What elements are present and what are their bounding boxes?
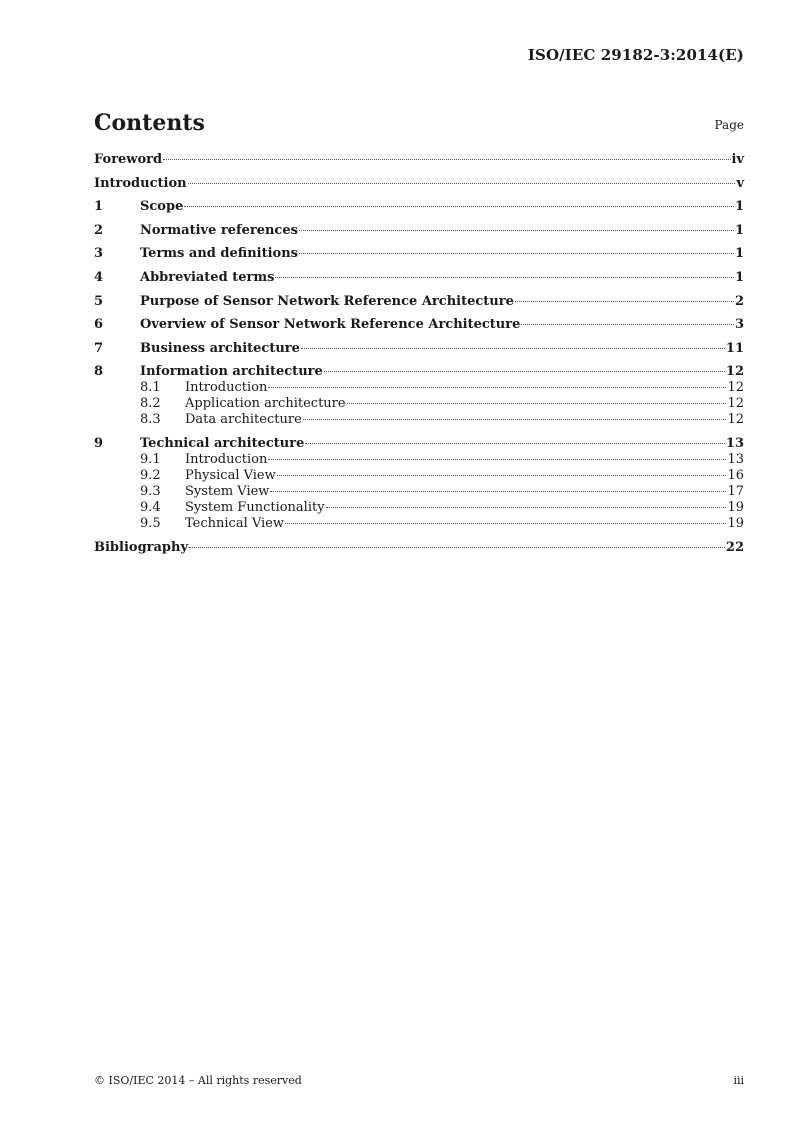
dot-leader (299, 230, 734, 231)
dot-leader (184, 206, 734, 207)
toc-entry-title[interactable]: Technical architecture (140, 435, 305, 451)
toc-subentry[interactable] (94, 468, 744, 484)
toc-entry-number: 5 (94, 293, 104, 309)
toc-subentry[interactable] (94, 396, 744, 412)
toc-entry-number: 1 (94, 199, 104, 215)
toc-entry-title[interactable]: System View (185, 483, 270, 499)
toc-subentry[interactable] (94, 484, 744, 500)
toc-entry-number: 9.1 (140, 451, 161, 467)
table-of-contents (94, 152, 744, 556)
toc-entry-title[interactable]: Information architecture (140, 364, 323, 380)
toc-entry[interactable] (94, 246, 744, 262)
dot-leader (163, 159, 730, 160)
toc-entry-number: 9.3 (140, 483, 161, 499)
dot-leader (305, 443, 725, 444)
toc-entry-title[interactable]: Foreword (94, 152, 163, 167)
toc-entry-number: 8.1 (140, 380, 161, 396)
toc-entry-title[interactable]: Purpose of Sensor Network Reference Architecture (140, 293, 514, 309)
toc-entry-page: 12 (727, 396, 744, 412)
dot-leader (515, 301, 734, 302)
dot-leader (299, 253, 734, 254)
toc-entry-page: 16 (727, 467, 744, 483)
footer-copyright: © ISO/IEC 2014 – All rights reserved (94, 1074, 302, 1087)
toc-entry-page: 12 (725, 364, 744, 380)
toc-entry-title[interactable]: Data architecture (185, 412, 302, 428)
toc-entry[interactable] (94, 152, 744, 168)
toc-entry[interactable] (94, 341, 744, 357)
page-column-label: Page (714, 118, 744, 132)
toc-subentry[interactable] (94, 412, 744, 428)
toc-entry-title[interactable]: Bibliography (94, 539, 189, 555)
toc-entry-page: 1 (734, 246, 744, 262)
dot-leader (275, 277, 734, 278)
toc-entry-page: 12 (727, 412, 744, 428)
toc-entry-title[interactable]: System Functionality (185, 499, 325, 515)
toc-entry-page: 2 (734, 293, 744, 309)
toc-entry-title[interactable]: Overview of Sensor Network Reference Architecture (140, 317, 521, 333)
dot-leader (326, 507, 727, 508)
dot-leader (188, 183, 736, 184)
toc-entry[interactable] (94, 364, 744, 380)
toc-entry-page: 13 (725, 435, 744, 451)
contents-heading: Contents (94, 110, 205, 136)
toc-entry-title[interactable]: Normative references (140, 222, 298, 238)
toc-entry[interactable] (94, 270, 744, 286)
toc-entry-page: 11 (725, 340, 744, 356)
dot-leader (347, 403, 727, 404)
toc-entry-page: v (736, 175, 744, 191)
toc-entry-number: 4 (94, 269, 104, 285)
toc-subentry[interactable] (94, 516, 744, 532)
toc-entry-number: 9 (94, 435, 104, 451)
toc-entry[interactable] (94, 223, 744, 239)
dot-leader (521, 324, 734, 325)
dot-leader (270, 491, 726, 492)
toc-entry-page: 3 (734, 317, 744, 333)
dot-leader (277, 475, 727, 476)
toc-entry-title[interactable]: Terms and definitions (140, 246, 298, 262)
toc-entry-title[interactable]: Application architecture (185, 396, 346, 412)
toc-entry-title[interactable]: Introduction (185, 451, 268, 467)
toc-entry-title[interactable]: Scope (140, 199, 184, 215)
toc-entry-number: 9.4 (140, 499, 161, 515)
dot-leader (324, 371, 725, 372)
toc-entry-page: 1 (734, 199, 744, 215)
toc-subentry[interactable] (94, 500, 744, 516)
toc-subentry[interactable] (94, 452, 744, 468)
toc-entry-page: 12 (727, 380, 744, 396)
toc-entry-title[interactable]: Business architecture (140, 340, 300, 356)
toc-entry-number: 8 (94, 364, 104, 380)
toc-entry-number: 9.5 (140, 515, 161, 531)
dot-leader (268, 387, 726, 388)
footer-page-number: iii (733, 1074, 744, 1087)
toc-entry-number: 6 (94, 317, 104, 333)
toc-entry-page: 19 (727, 515, 744, 531)
toc-entry-page: 1 (734, 269, 744, 285)
toc-entry-page: 13 (727, 451, 744, 467)
toc-entry-page: 19 (727, 499, 744, 515)
toc-subentry[interactable] (94, 380, 744, 396)
toc-entry[interactable] (94, 540, 744, 556)
toc-entry-page: 22 (725, 539, 744, 555)
toc-entry[interactable] (94, 176, 744, 192)
dot-leader (301, 348, 725, 349)
toc-entry-number: 8.2 (140, 396, 161, 412)
toc-entry-number: 3 (94, 246, 104, 262)
toc-entry-title[interactable]: Physical View (185, 467, 276, 483)
toc-entry-number: 2 (94, 222, 104, 238)
toc-entry-title[interactable]: Abbreviated terms (140, 269, 275, 285)
toc-entry-number: 8.3 (140, 412, 161, 428)
toc-entry[interactable] (94, 317, 744, 333)
toc-entry-number: 9.2 (140, 467, 161, 483)
toc-entry-title[interactable]: Introduction (94, 175, 187, 191)
dot-leader (303, 419, 727, 420)
toc-entry-title[interactable]: Technical View (185, 515, 284, 531)
dot-leader (285, 523, 726, 524)
toc-entry-page: 1 (734, 222, 744, 238)
toc-entry[interactable] (94, 199, 744, 215)
toc-entry-number: 7 (94, 340, 104, 356)
toc-entry-page: iv (731, 152, 744, 167)
toc-entry-page: 17 (727, 483, 744, 499)
dot-leader (268, 459, 726, 460)
toc-entry[interactable] (94, 436, 744, 452)
dot-leader (189, 547, 725, 548)
toc-entry[interactable] (94, 294, 744, 310)
document-id: ISO/IEC 29182-3:2014(E) (527, 46, 744, 64)
toc-entry-title[interactable]: Introduction (185, 380, 268, 396)
